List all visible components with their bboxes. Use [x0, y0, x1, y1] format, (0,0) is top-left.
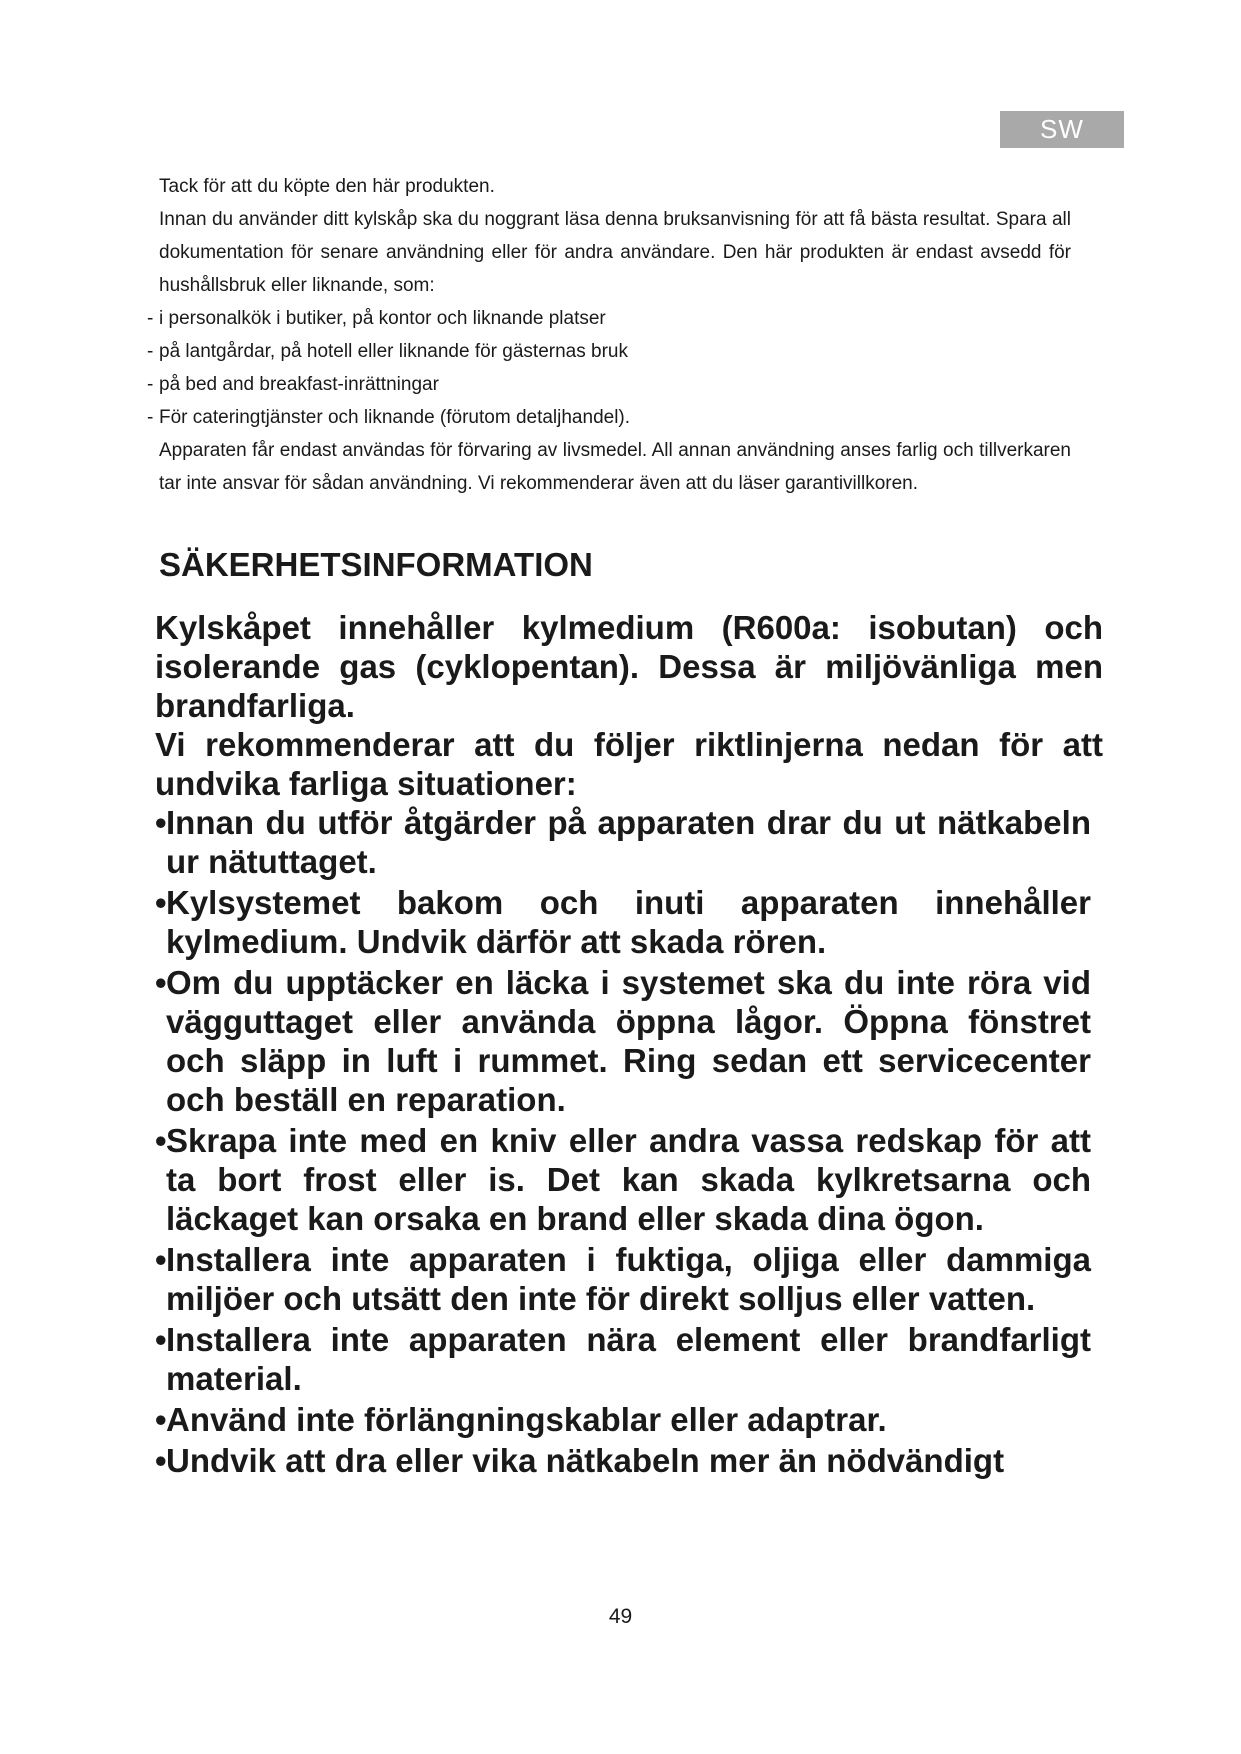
safety-bullet: • Skrapa inte med en kniv eller andra vassa redskap för att ta bort frost eller is. Det kan skada kylkretsarna och läckaget kan orsaka en brand eller skada dina ögon.: [155, 1122, 1091, 1237]
intro-usage-note: Apparaten får endast användas för förvaring av livsmedel. All annan användning anses farlig och tillverkaren tar inte ansvar för sådan användning. Vi rekommenderar även att du läser garantivillkoren.: [159, 440, 1071, 494]
refrigerant-warning: Kylskåpet innehåller kylmedium (R600a: isobutan) och isolerande gas (cyklopentan). Dessa är miljövänliga men brandfarliga.: [155, 609, 1103, 724]
usage-list: [147, 302, 1071, 434]
guidelines-intro: Vi rekommenderar att du följer riktlinjerna nedan för att undvika farliga situationer:: [155, 726, 1103, 802]
safety-bullet: • Kylsystemet bakom och inuti apparaten innehåller kylmedium. Undvik därför att skada rören.: [155, 884, 1091, 960]
safety-section: [155, 608, 1103, 1482]
safety-bullet: • Installera inte apparaten i fuktiga, oljiga eller dammiga miljöer och utsätt den inte för direkt solljus eller vatten.: [155, 1241, 1091, 1317]
safety-bullet: • Innan du utför åtgärder på apparaten drar du ut nätkabeln ur nätuttaget.: [155, 804, 1091, 880]
usage-list-item: - i personalkök i butiker, på kontor och liknande platser: [147, 308, 606, 329]
safety-bullet: • Undvik att dra eller vika nätkabeln mer än nödvändigt: [155, 1442, 1005, 1479]
usage-list-item: - på lantgårdar, på hotell eller liknande för gästernas bruk: [147, 341, 628, 362]
intro-instructions: Innan du använder ditt kylskåp ska du noggrant läsa denna bruksanvisning för att få bästa resultat. Spara all dokumentation för senare användning eller för andra användare. Den här produkten är endast avsedd för hushållsbruk eller liknande, som:: [159, 209, 1071, 296]
safety-bullet: • Installera inte apparaten nära element eller brandfarligt material.: [155, 1321, 1091, 1397]
page-number: 49: [608, 1605, 633, 1628]
language-tab: SW: [1000, 111, 1124, 148]
safety-bullets: [155, 803, 1103, 1480]
intro-section: [147, 170, 1071, 500]
safety-bullet: • Använd inte förlängningskablar eller adaptrar.: [155, 1401, 887, 1438]
usage-list-item: - För cateringtjänster och liknande (förutom detaljhandel).: [147, 407, 631, 428]
safety-heading: SÄKERHETSINFORMATION: [159, 546, 593, 583]
safety-bullet: • Om du upptäcker en läcka i systemet ska du inte röra vid vägguttaget eller använda öppna lågor. Öppna fönstret och släpp in luft i rummet. Ring sedan ett servicecenter och beställ en reparation.: [155, 964, 1091, 1118]
usage-list-item: - på bed and breakfast-inrättningar: [147, 374, 439, 395]
intro-thanks: Tack för att du köpte den här produkten.: [159, 176, 495, 197]
